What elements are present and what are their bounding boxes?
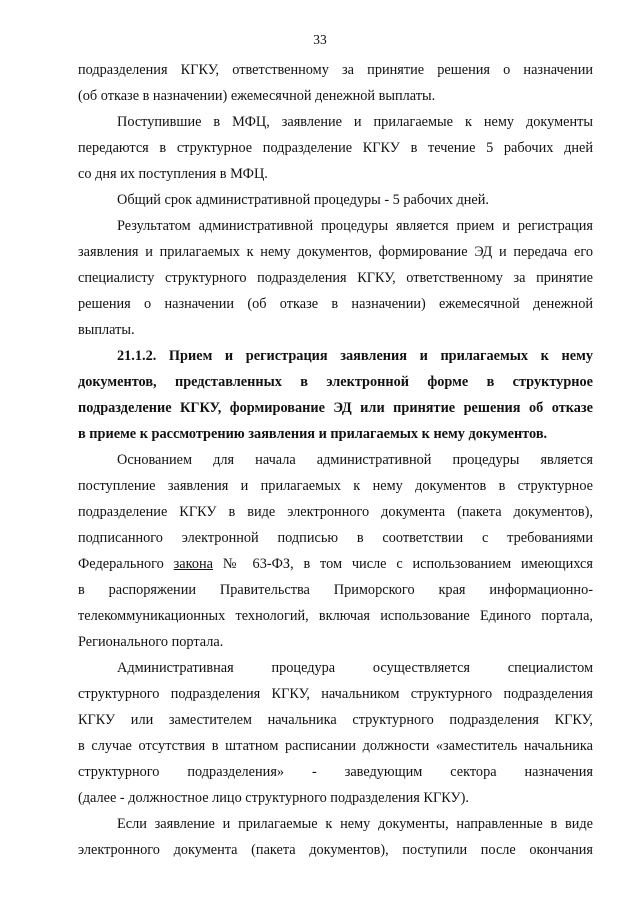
paragraph-first-line: Если заявление и прилагаемые к нему документы, направленные в виде	[117, 816, 593, 832]
text-line: со дня их поступления в МФЦ.	[78, 166, 268, 182]
text-line: Регионального портала.	[78, 634, 224, 650]
paragraph-first-line: Общий срок административной процедуры - 5 рабочих дней.	[117, 192, 490, 208]
text-line: электронного документа (пакета документов), поступили после окончания	[78, 842, 593, 858]
page-number: 33	[313, 32, 327, 47]
text-line: подписанного электронной подписью в соответствии с требованиями	[78, 530, 593, 546]
text-line-with-law-link	[78, 555, 593, 573]
text-line: (далее - должностное лицо структурного подразделения КГКУ).	[78, 790, 469, 806]
text-fragment: № 63-ФЗ, в том числе с использованием имеющихся	[213, 556, 593, 572]
paragraph-first-line: Поступившие в МФЦ, заявление и прилагаемые к нему документы	[117, 114, 593, 130]
text-line: телекоммуникационных технологий, включая использование Единого портала,	[78, 608, 593, 624]
section-heading-line: 21.1.2. Прием и регистрация заявления и прилагаемых к нему	[117, 348, 593, 364]
text-fragment: Федерального	[78, 556, 174, 572]
text-line: (об отказе в назначении) ежемесячной денежной выплаты.	[78, 88, 436, 104]
paragraph-first-line: Административная процедура осуществляется специалистом	[117, 660, 593, 676]
law-link[interactable]: закона	[173, 556, 213, 572]
text-line: заявления и прилагаемых к нему документов, формирование ЭД и передача его	[78, 244, 593, 260]
text-line: структурного подразделения» - заведующим сектора назначения	[78, 764, 593, 780]
text-line: КГКУ или заместителем начальника структурного подразделения КГКУ,	[78, 712, 593, 728]
text-line: поступление заявления и прилагаемых к нему документов в структурное	[78, 478, 593, 494]
text-line: подразделения КГКУ, ответственному за принятие решения о назначении	[78, 62, 593, 78]
paragraph-first-line: Результатом административной процедуры является прием и регистрация	[117, 218, 593, 234]
text-line: в распоряжении Правительства Приморского края информационно-	[78, 582, 593, 598]
text-line: передаются в структурное подразделение КГКУ в течение 5 рабочих дней	[78, 140, 593, 156]
text-line: специалисту структурного подразделения КГКУ, ответственному за принятие	[78, 270, 593, 286]
text-line: подразделение КГКУ в виде электронного документа (пакета документов),	[78, 504, 593, 520]
section-heading-line: подразделение КГКУ, формирование ЭД или принятие решения об отказе	[78, 400, 593, 416]
text-line: в случае отсутствия в штатном расписании должности «заместитель начальника	[78, 738, 593, 754]
text-line: структурного подразделения КГКУ, начальником структурного подразделения	[78, 686, 593, 702]
text-line: решения о назначении (об отказе в назначении) ежемесячной денежной	[78, 296, 593, 312]
section-heading-line: документов, представленных в электронной форме в структурное	[78, 374, 593, 390]
paragraph-first-line: Основанием для начала административной процедуры является	[117, 452, 593, 468]
section-heading-line: в приеме к рассмотрению заявления и прилагаемых к нему документов.	[78, 426, 548, 442]
text-line: выплаты.	[78, 322, 135, 338]
